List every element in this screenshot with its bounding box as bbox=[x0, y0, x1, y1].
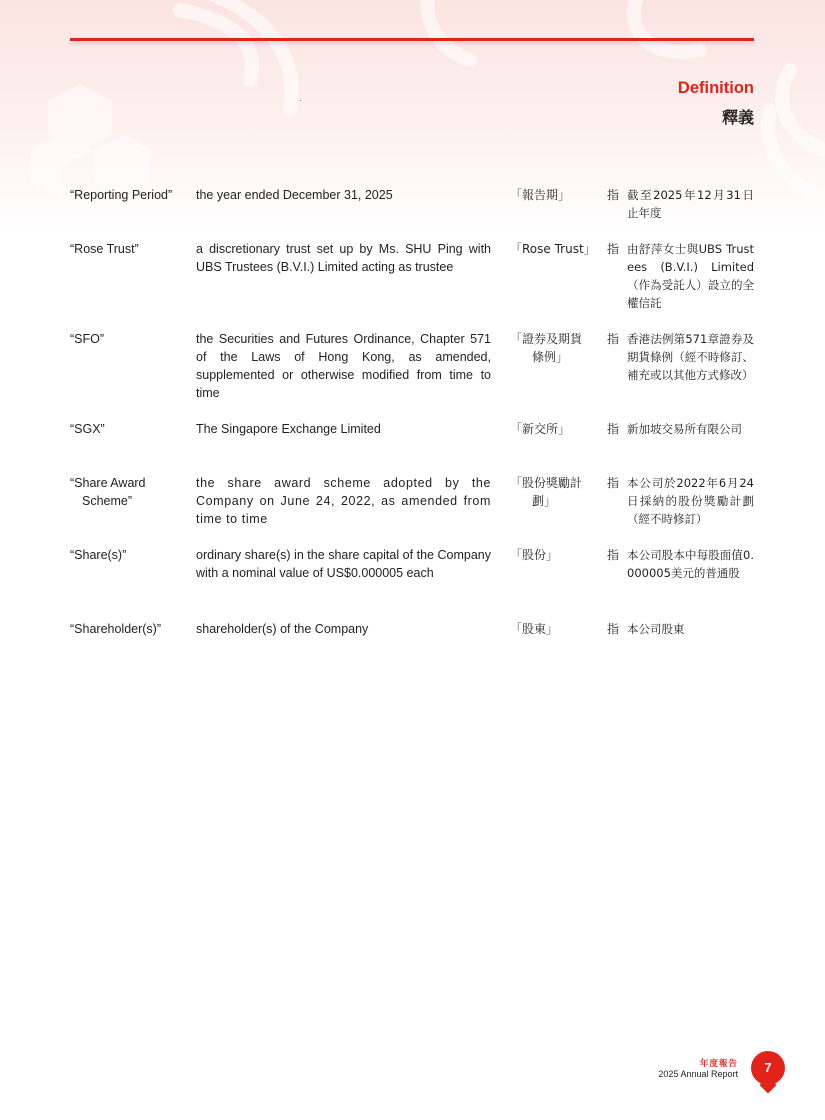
term: “Rose Trust” bbox=[70, 242, 139, 256]
term-definition-zh: 新加坡交易所有限公司 bbox=[627, 422, 742, 436]
term-zh: 「新交所」 bbox=[510, 422, 571, 436]
cube-decoration bbox=[30, 84, 150, 198]
term-definition: The Singapore Exchange Limited bbox=[196, 422, 381, 436]
term-definition-zh: 本公司股本中每股面值0.000005美元的普通股 bbox=[627, 548, 754, 580]
term: “Share(s)” bbox=[70, 548, 127, 562]
term-definition-zh: 香港法例第571章證券及期貨條例（經不時修訂、補充或以其他方式修改） bbox=[627, 332, 754, 382]
refers-to-marker: 指 bbox=[607, 332, 620, 346]
term: “SGX” bbox=[70, 422, 105, 436]
term-definition: shareholder(s) of the Company bbox=[196, 622, 369, 636]
refers-to-marker: 指 bbox=[607, 476, 620, 490]
term-definition: the year ended December 31, 2025 bbox=[196, 188, 393, 202]
term-definition-zh: 本公司於2022年6月24日採納的股份獎勵計劃（經不時修訂） bbox=[627, 476, 754, 526]
term-definition: the Securities and Futures Ordinance, Chapter 571 of the Laws of Hong Kong, as amended, supplemented or otherwise modified from time to time bbox=[196, 332, 491, 400]
term-zh: 「證券及期貨 條例」 bbox=[510, 332, 583, 364]
decorative-dot bbox=[300, 100, 301, 101]
term-definition: the share award scheme adopted by the Company on June 24, 2022, as amended from time to time bbox=[196, 476, 491, 526]
term-zh: 「Rose Trust」 bbox=[510, 242, 596, 256]
term-zh: 「股份獎勵計 劃」 bbox=[510, 476, 583, 508]
refers-to-marker: 指 bbox=[607, 188, 620, 202]
term-definition-zh: 由舒萍女士與UBS Trustees (B.V.I.) Limited（作為受託人）設立的全權信託 bbox=[627, 242, 754, 310]
footer-report-title: 2025 Annual Report bbox=[658, 1069, 738, 1079]
term-zh: 「股份」 bbox=[510, 548, 559, 562]
term: “Share Award Scheme” bbox=[70, 476, 146, 508]
term-zh: 「報告期」 bbox=[510, 188, 571, 202]
term: “SFO” bbox=[70, 332, 105, 346]
refers-to-marker: 指 bbox=[607, 548, 620, 562]
term: “Shareholder(s)” bbox=[70, 622, 162, 636]
term-zh: 「股東」 bbox=[510, 622, 559, 636]
refers-to-marker: 指 bbox=[607, 422, 620, 436]
term-definition: a discretionary trust set up by Ms. SHU Ping with UBS Trustees (B.V.I.) Limited acting as trustee bbox=[196, 242, 491, 274]
footer-report-title-zh: 年度報告 bbox=[699, 1059, 738, 1069]
refers-to-marker: 指 bbox=[607, 622, 620, 636]
term-definition: ordinary share(s) in the share capital of the Company with a nominal value of US$0.000005 each bbox=[196, 548, 491, 580]
header-rule bbox=[70, 38, 754, 41]
refers-to-marker: 指 bbox=[607, 242, 620, 256]
term: “Reporting Period” bbox=[70, 188, 173, 202]
term-definition-zh: 截至2025年12月31日止年度 bbox=[627, 188, 754, 220]
term-definition-zh: 本公司股東 bbox=[627, 622, 685, 636]
page-number: 7 bbox=[751, 1051, 785, 1085]
page-title: Definition bbox=[677, 79, 754, 97]
page-title-zh: 釋義 bbox=[721, 108, 754, 127]
